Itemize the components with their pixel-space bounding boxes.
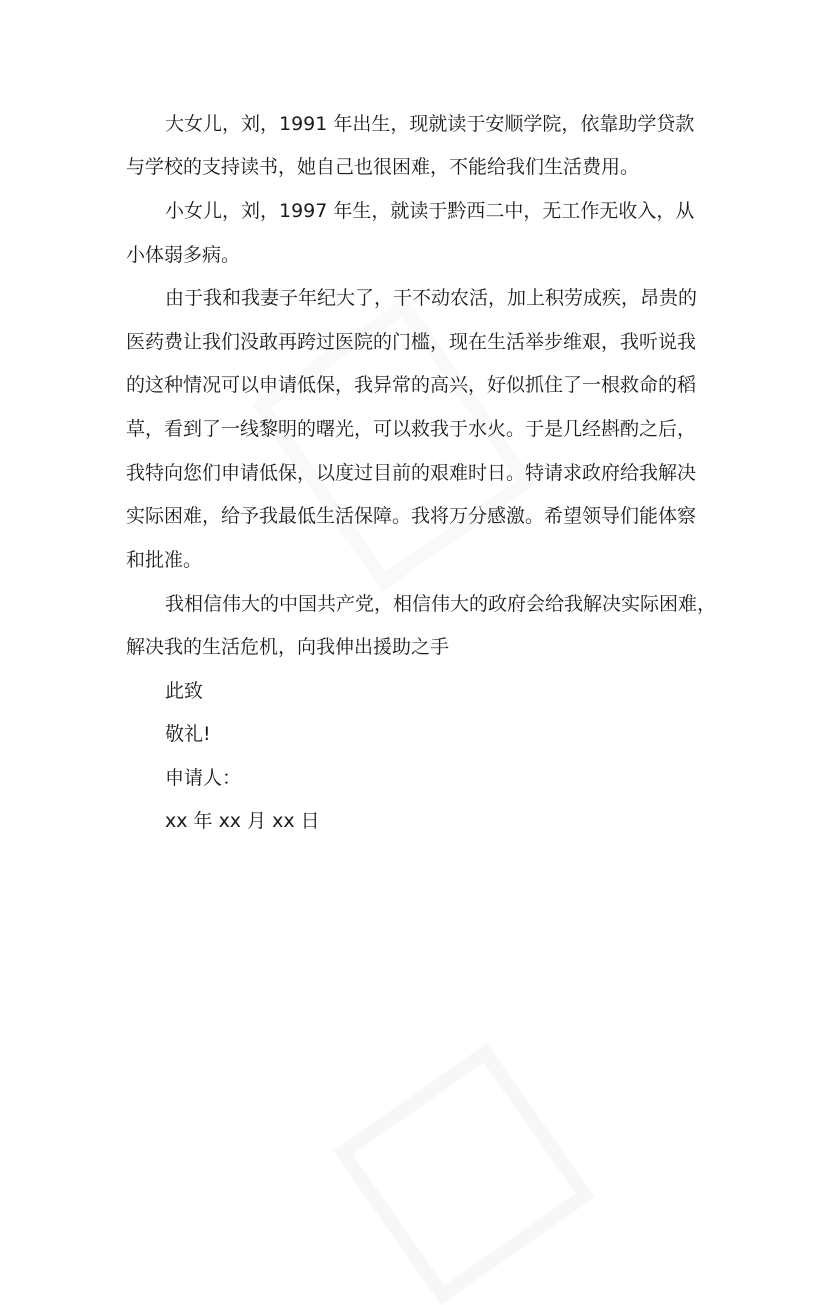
watermark <box>333 1043 595 1305</box>
paragraph-line: 由于我和我妻子年纪大了，干不动农活，加上积劳成疾，昂贵的 <box>165 287 698 309</box>
paragraph-line: 我特向您们申请低保，以度过目前的艰难时日。特请求政府给我解决 <box>126 462 697 484</box>
closing-regards: 敬礼! <box>165 723 211 745</box>
paragraph-line: 小女儿，刘，1997 年生，就读于黔西二中，无工作无收入，从 <box>165 200 695 222</box>
paragraph-line: 实际困难，给予我最低生活保障。我将万分感激。希望领导们能体察 <box>126 505 697 527</box>
applicant-label: 申请人： <box>165 767 242 789</box>
paragraph-line: 与学校的支持读书，她自己也很困难，不能给我们生活费用。 <box>126 156 640 178</box>
paragraph-line: 小体弱多病。 <box>126 244 241 266</box>
paragraph-line: 解决我的生活危机，向我伸出援助之手 <box>126 636 450 658</box>
paragraph-line: 的这种情况可以申请低保，我异常的高兴，好似抓住了一根救命的稻 <box>126 374 697 396</box>
paragraph-line: 和批准。 <box>126 549 203 571</box>
paragraph-line: 大女儿，刘，1991 年出生，现就读于安顺学院，依靠助学贷款 <box>165 113 695 135</box>
closing-salutation: 此致 <box>165 680 204 702</box>
date-line: xx 年 xx 月 xx 日 <box>165 810 320 832</box>
paragraph-line: 医药费让我们没敢再跨过医院的门槛，现在生活举步维艰，我听说我 <box>126 331 697 353</box>
paragraph-line: 我相信伟大的中国共产党，相信伟大的政府会给我解决实际困难， <box>165 593 717 615</box>
paragraph-line: 草，看到了一线黎明的曙光，可以救我于水火。于是几经斟酌之后， <box>126 418 697 440</box>
